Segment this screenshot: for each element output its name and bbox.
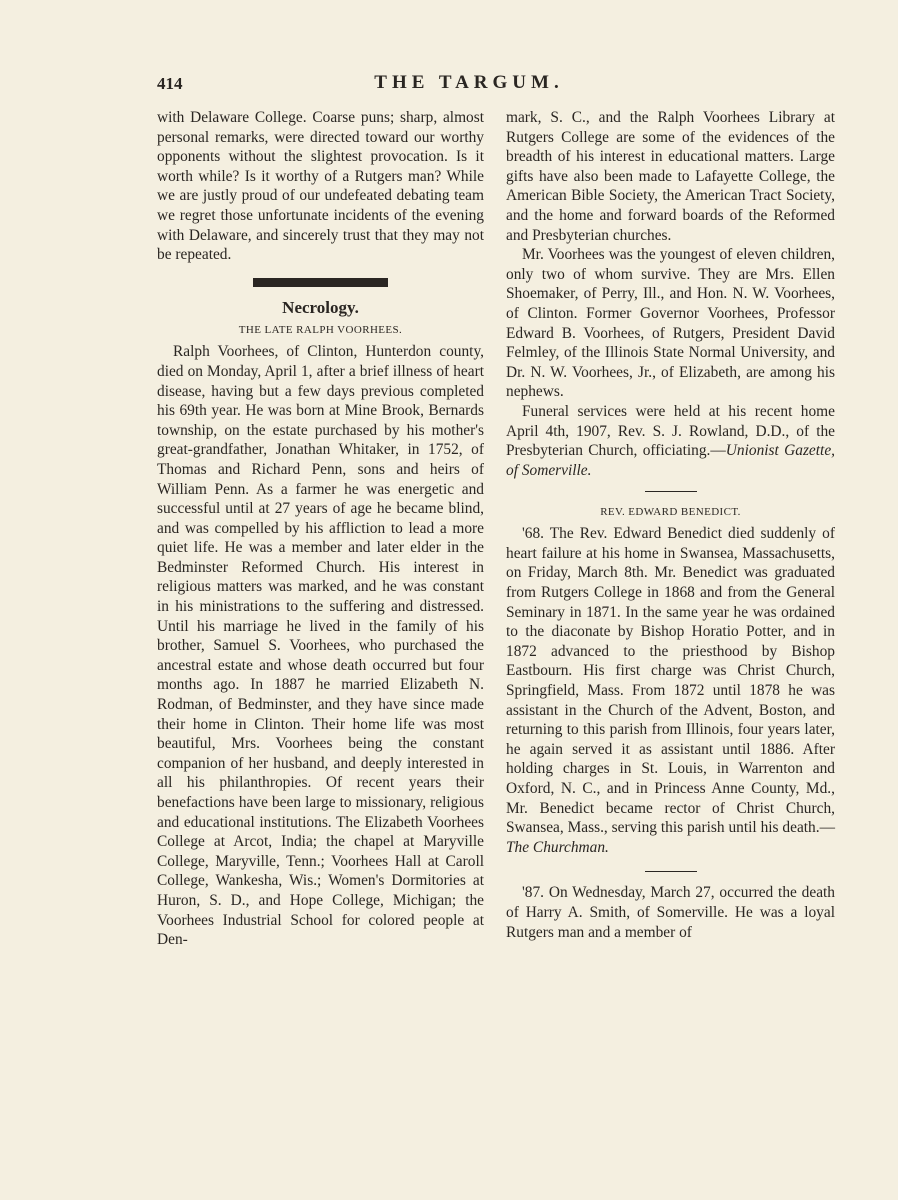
divider-rule (645, 871, 697, 872)
intro-paragraph: with Delaware College. Coarse puns; sharp, almost personal remarks, were directed toward our worthy opponents without the slightest provocation. Is it worth while? Is it worthy of a Rutgers man? While we are justly proud of our undefeated debating team we regret those unfortunate incidents of the evening with Delaware, and sincerely trust that they may not be repeated. (157, 109, 484, 264)
benedict-attribution: The Churchman. (506, 838, 609, 856)
obituary-heading-benedict: REV. EDWARD BENEDICT. (600, 506, 741, 519)
obituary-voorhees-family: Mr. Voorhees was the youngest of eleven children, only two of whom survive. They are Mrs. Ellen Shoemaker, of Perry, Ill., and Hon. N. W. Voorhees, of Clinton. Former Governor Voorhees, Professor Edward B. Voorhees, of Rutgers, President David Felmley, of the Illinois State Normal University, and Dr. N. W. Voorhees, Jr., of Elizabeth, are among his nephews. (506, 246, 835, 401)
obituary-voorhees: Ralph Voorhees, of Clinton, Hunterdon county, died on Monday, April 1, after a brief illness of heart disease, having but a few days previous completed his 69th year. He was born at Mine Brook, Bernards township, on the estate purchased by his mother's great-grandfather, Jonathan Whitaker, in 1752, of Thomas and Richard Penn, sons and heirs of William Penn. As a farmer he was energetic and successful until at 27 years of age he became blind, and was compelled by his affliction to lead a more quiet life. He was a member and later elder in the Bedminster Reformed Church. His interest in religious matters was marked, and he was constant in his ministrations to the suffering and distressed. Until his marriage he lived in the family of his brother, Samuel S. Voorhees, who purchased the ancestral estate and whose death occurred but four months ago. In 1887 he married Elizabeth N. Rodman, of Bedminster, and they have since made their home in Clinton. Their home life was most beautiful, Mrs. Voorhees being the constant companion of her husband, and deeply interested in all his philanthropies. Of recent years their benefactions have been large to missionary, religious and educational institutions. The Elizabeth Voorhees College at Arcot, India; the chapel at Maryville College, Maryville, Tenn.; Voorhees Hall at Caroll College, Wankesha, Wis.; Women's Dormitories at Huron, S. D., and Hope College, Michigan; the Voorhees Industrial School for colored people at Den- (157, 343, 484, 949)
section-divider (253, 278, 388, 287)
left-column (157, 108, 484, 950)
right-column (506, 108, 835, 942)
page-number: 414 (157, 74, 183, 93)
benedict-text: '68. The Rev. Edward Benedict died suddenly of heart failure at his home in Swansea, Massachusetts, on Friday, March 8th. Mr. Benedict was graduated from Rutgers College in 1868 and from the General Seminary in 1871. In the same year he was ordained to the diaconate by Bishop Horatio Potter, and in 1872 advanced to the priesthood by Bishop Eastbourn. His first charge was Christ Church, Springfield, Mass. From 1872 until 1878 he was assistant in the Church of the Advent, Boston, and returning to this parish from Illinois, four years later, he again served it as assistant until 1886. After holding charges in St. Louis, in Warrenton and Oxford, N. C., and in Princess Anne County, Md., Mr. Benedict became rector of Christ Church, Swansea, Mass., serving this parish until his death.— (506, 525, 835, 837)
obituary-benedict (506, 524, 835, 857)
obituary-voorhees-funeral (506, 402, 835, 480)
funeral-text: Funeral services were held at his recent home April 4th, 1907, Rev. S. J. Rowland, D.D., of the Presbyterian Church, officiating.— (506, 402, 835, 460)
section-title: Necrology. (282, 297, 359, 317)
obituary-voorhees-continued: mark, S. C., and the Ralph Voorhees Library at Rutgers College are some of the evidences of the breadth of his interest in educational matters. Large gifts have also been made to Lafayette College, the American Bible Society, the American Tract Society, and the home and forward boards of the Reformed and Presbyterian churches. (506, 109, 835, 244)
obituary-smith: '87. On Wednesday, March 27, occurred the death of Harry A. Smith, of Somerville. He was a loyal Rutgers man and a member of (506, 884, 835, 941)
funeral-attribution: Unionist Gazette, of Somerville. (506, 442, 835, 479)
running-head: THE TARGUM. (374, 72, 564, 93)
obituary-heading-voorhees: THE LATE RALPH VOORHEES. (238, 324, 403, 337)
divider-rule (645, 491, 697, 492)
